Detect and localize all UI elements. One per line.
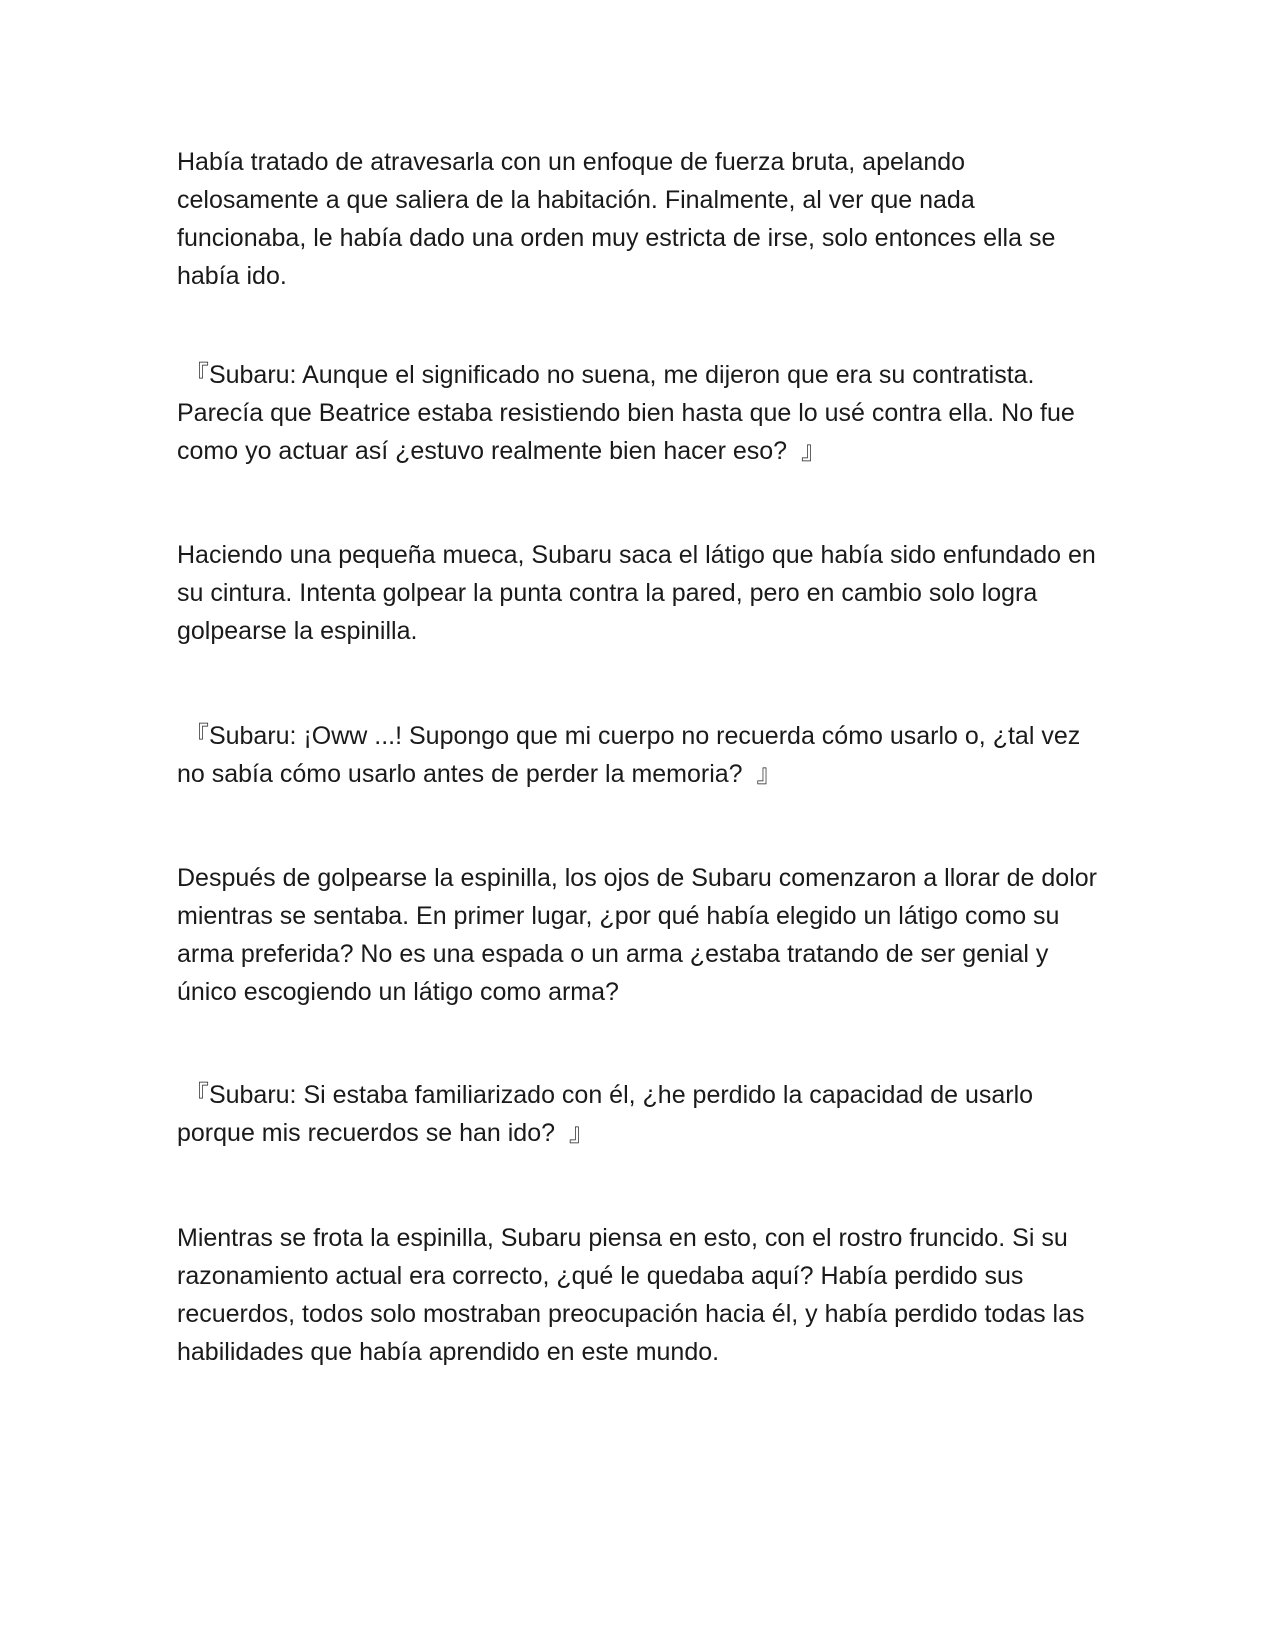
paragraph-narration-1: Había tratado de atravesarla con un enfoque de fuerza bruta, apelando celosamente a que saliera de la habitación. Finalmente, al ver que nada funcionaba, le había dado una orden muy estricta de irse, solo entonces ella se había ido. [177,148,1056,290]
paragraph-dialogue-3: 『Subaru: Si estaba familiarizado con él, ¿he perdido la capacidad de usarlo porque mis recuerdos se han ido? 』 [177,1081,1034,1147]
paragraph-dialogue-2: 『Subaru: ¡Oww ...! Supongo que mi cuerpo no recuerda cómo usarlo o, ¿tal vez no sabía cómo usarlo antes de perder la memoria? 』 [177,722,1081,788]
paragraph-narration-2: Haciendo una pequeña mueca, Subaru saca el látigo que había sido enfundado en su cintura. Intenta golpear la punta contra la pared, pero en cambio solo logra golpearse la espinilla. [177,541,1096,645]
paragraph-dialogue-1: 『Subaru: Aunque el significado no suena, me dijeron que era su contratista. Parecía que Beatrice estaba resistiendo bien hasta que lo usé contra ella. No fue como yo actuar así ¿estuvo realmente bien hacer eso? 』 [177,361,1075,465]
paragraph-narration-3: Después de golpearse la espinilla, los ojos de Subaru comenzaron a llorar de dolor mientras se sentaba. En primer lugar, ¿por qué había elegido un látigo como su arma preferida? No es una espada o un arma ¿estaba tratando de ser genial y único escogiendo un látigo como arma? [177,864,1097,1006]
paragraph-narration-4: Mientras se frota la espinilla, Subaru piensa en esto, con el rostro fruncido. Si su razonamiento actual era correcto, ¿qué le quedaba aquí? Había perdido sus recuerdos, todos solo mostraban preocupación hacia él, y había perdido todas las habilidades que había aprendido en este mundo. [177,1224,1085,1366]
